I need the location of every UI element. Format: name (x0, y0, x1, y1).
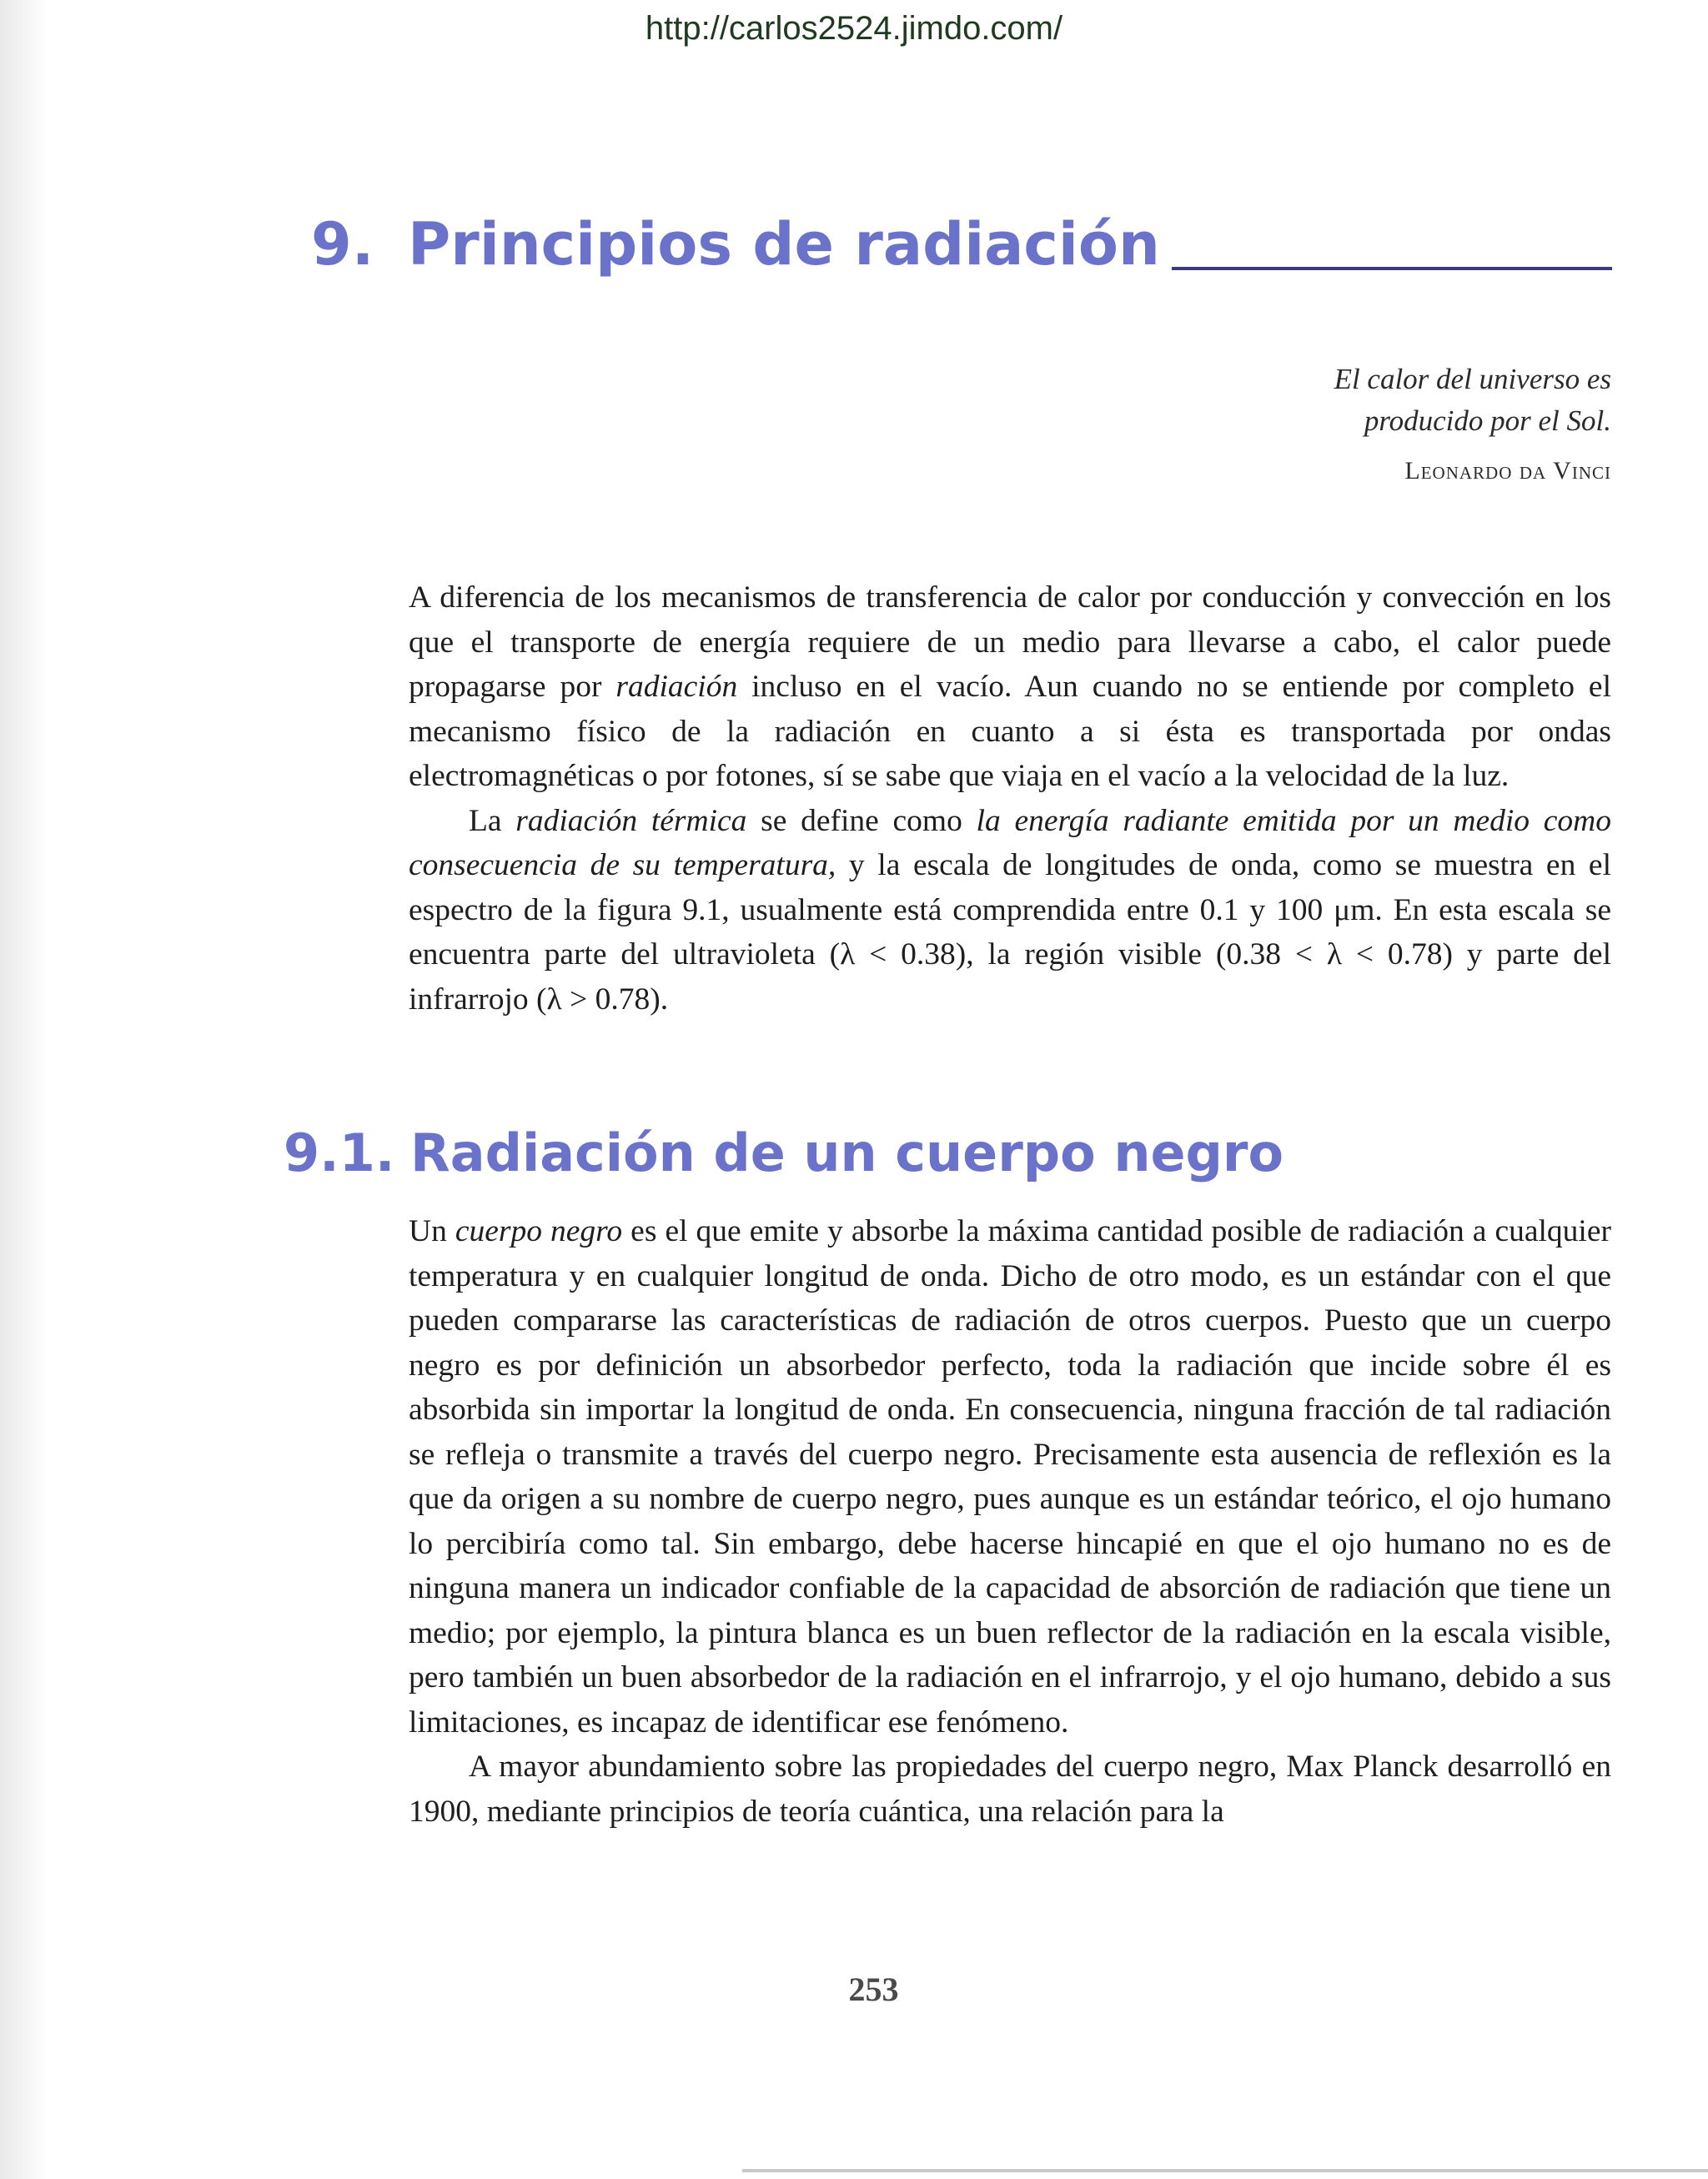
epigraph-quote (1334, 359, 1611, 442)
epigraph-line-2: producido por el Sol. (1364, 404, 1611, 437)
text-run: se define como (746, 803, 977, 838)
section-text (409, 1209, 1611, 1834)
emphasis-text: radiación térmica (515, 803, 747, 838)
text-run: y la escala de longitudes de onda, como se muestra en el espectro de la figura 9.1, usualmente está comprendida entre 0.1 y 100 μm. En esta escala se encuentra parte del ultravioleta (λ < 0.38), la región visible (0.38 < λ < 0.78) y parte del infrarrojo (λ > 0.78). (409, 848, 1611, 1017)
epigraph-line-1: El calor del universo es (1334, 363, 1611, 395)
intro-text (409, 575, 1611, 1022)
scan-shadow-bottom (742, 2169, 1708, 2172)
text-run: es el que emite y absorbe la máxima cantidad posible de radiación a cualquier temperatura y en cualquier longitud de onda. Dicho de otro modo, es un estándar con el que pueden compararse las características de radiación de otros cuerpos. Puesto que un cuerpo negro es por definición un absorbedor perfecto, toda la radiación que incide sobre él es absorbida sin importar la longitud de onda. En consecuencia, ninguna fracción de tal radiación se refleja o transmite a través del cuerpo negro. Precisamente esta ausencia de reflexión es la que da origen a su nombre de cuerpo negro, pues aunque es un estándar teórico, el ojo humano lo percibiría como tal. Sin embargo, debe hacerse hincapié en que el ojo humano no es de ninguna manera un indicador confiable de la capacidad de absorción de radiación que tiene un medio; por ejemplo, la pintura blanca es un buen reflector de la radiación en la escala visible, pero también un buen absorbedor de la radiación en el infrarrojo, y el ojo humano, debido a sus limitaciones, es incapaz de identificar ese fenómeno. (409, 1214, 1611, 1740)
section-title: Radiación de un cuerpo negro (410, 1122, 1284, 1183)
page-number: 253 (848, 1971, 899, 2008)
epigraph-author: Leonardo da Vinci (1404, 457, 1611, 485)
header-url: http://carlos2524.jimdo.com/ (645, 10, 1063, 47)
section-paragraph-1 (409, 1209, 1611, 1745)
section-paragraph-2: A mayor abundamiento sobre las propiedades del cuerpo negro, Max Planck desarrolló en 1900, mediante principios de teoría cuántica, una relación para la (409, 1750, 1611, 1829)
text-run: incluso en el vacío. Aun cuando no se entiende por completo el mecanismo físico de la radiación en cuanto a si ésta es transportada por ondas electromagnéticas o por fotones, sí se sabe que viaja en el vacío a la velocidad de la luz. (409, 670, 1611, 793)
emphasis-text: la energía radiante emitida por un medio como consecuencia de su temperatura, (409, 803, 1611, 882)
text-run: La (469, 803, 516, 838)
chapter-title: Principios de radiación (408, 210, 1160, 279)
chapter-rule (1172, 267, 1612, 270)
emphasis-text: radiación (615, 670, 738, 704)
chapter-heading (311, 207, 1612, 279)
section-heading (284, 1122, 1284, 1183)
intro-paragraph-2 (409, 799, 1611, 1022)
scan-shadow-left (0, 0, 50, 2179)
chapter-number: 9. (311, 210, 374, 279)
intro-paragraph-1 (409, 575, 1611, 799)
section-number: 9.1. (284, 1122, 395, 1183)
text-run: A diferencia de los mecanismos de transferencia de calor por conducción y convección en los que el transporte de energía requiere de un medio para llevarse a cabo, el calor puede propagarse por (409, 580, 1611, 704)
emphasis-text: cuerpo negro (455, 1214, 623, 1248)
text-run: Un (409, 1214, 455, 1248)
